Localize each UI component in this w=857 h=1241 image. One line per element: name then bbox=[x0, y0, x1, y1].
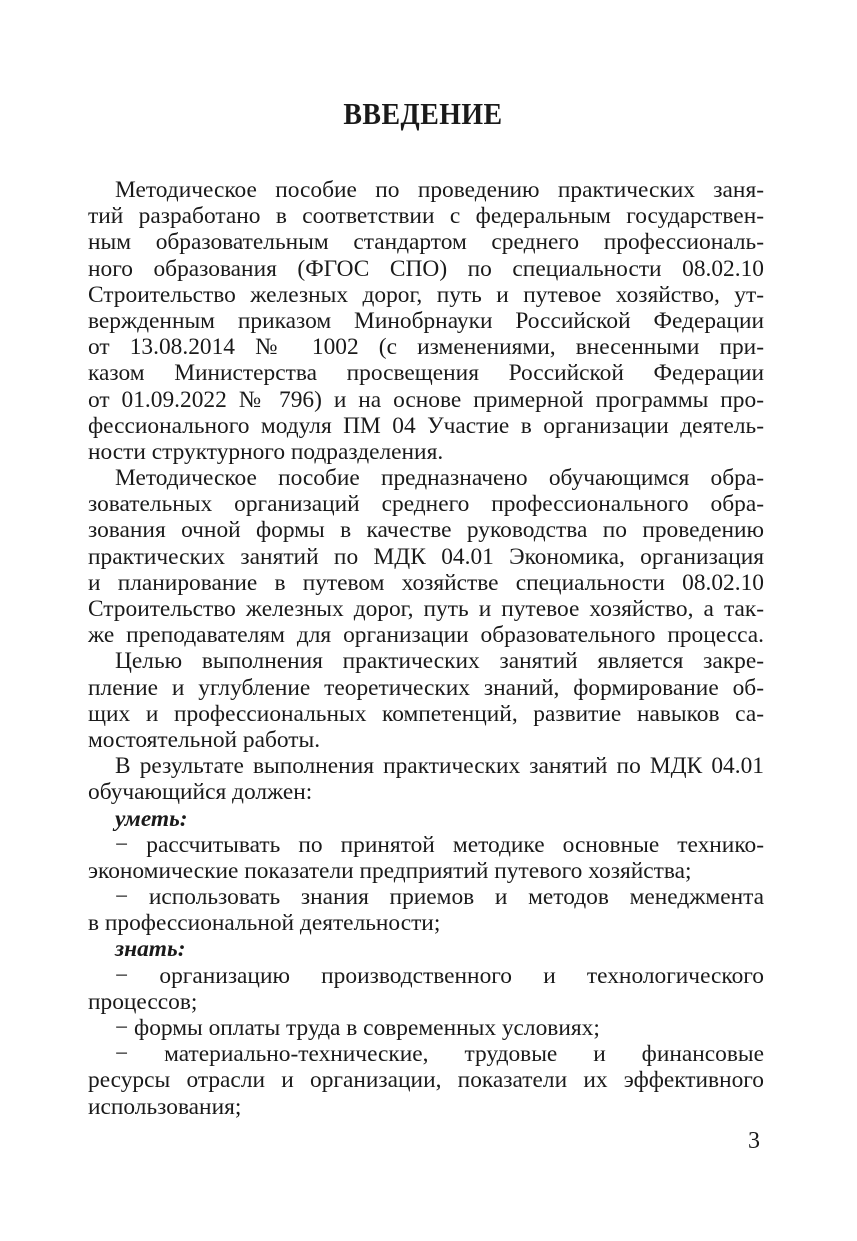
text-line: − организацию производственного и технологического bbox=[115, 962, 764, 989]
page-number: 3 bbox=[748, 1128, 760, 1154]
text-line: − формы оплаты труда в современных условиях; bbox=[115, 1015, 600, 1041]
text-line: Методическое пособие по проведению практических заня- bbox=[115, 177, 764, 203]
section-label: знать: bbox=[115, 936, 186, 963]
text-line: от 01.09.2022 № 796) и на основе примерной программы про- bbox=[88, 386, 764, 413]
text-line: фессионального модуля ПМ 04 Участие в организации деятель- bbox=[88, 412, 764, 439]
text-line: зовательных организаций среднего профессионального обра- bbox=[88, 491, 764, 518]
text-line: ным образовательным стандартом среднего профессиональ- bbox=[88, 229, 764, 256]
text-line: процессов; bbox=[88, 988, 198, 1015]
text-line: обучающийся должен: bbox=[88, 779, 313, 806]
text-line: мостоятельной работы. bbox=[88, 726, 321, 753]
text-line: Строительство железных дорог, путь и путевое хозяйство, а так- bbox=[88, 596, 764, 622]
text-line: ности структурного подразделения. bbox=[88, 438, 444, 465]
text-line: использования; bbox=[88, 1093, 242, 1120]
text-line: же преподавателям для организации образовательного процесса. bbox=[88, 622, 764, 649]
text-line: Методическое пособие предназначено обучающимся обра- bbox=[115, 465, 764, 492]
text-line: тий разработано в соответствии с федеральным государствен- bbox=[88, 203, 764, 230]
text-line: Целью выполнения практических занятий является закре- bbox=[115, 648, 764, 675]
text-line: зования очной формы в качестве руководства по проведению bbox=[88, 517, 764, 544]
text-line: и планирование в путевом хозяйстве специальности 08.02.10 bbox=[88, 569, 764, 596]
text-line: в профессиональной деятельности; bbox=[88, 910, 441, 937]
text-line: щих и профессиональных компетенций, развитие навыков са- bbox=[88, 700, 764, 727]
body-text bbox=[88, 177, 764, 1120]
text-line: практических занятий по МДК 04.01 Экономика, организация bbox=[88, 543, 764, 570]
text-line: вержденным приказом Минобрнауки Российской Федерации bbox=[88, 307, 764, 334]
section-label: уметь: bbox=[115, 805, 188, 832]
text-line: экономические показатели предприятий путевого хозяйства; bbox=[88, 857, 692, 884]
text-line: ного образования (ФГОС СПО) по специальности 08.02.10 bbox=[88, 255, 764, 282]
text-line: − рассчитывать по принятой методике основные технико- bbox=[115, 831, 764, 858]
text-line: В результате выполнения практических занятий по МДК 04.01 bbox=[115, 753, 764, 780]
text-line: − материально-технические, трудовые и финансовые bbox=[115, 1041, 764, 1068]
text-line: ресурсы отрасли и организации, показатели их эффективного bbox=[88, 1067, 764, 1094]
text-line: казом Министерства просвещения Российской Федерации bbox=[88, 360, 764, 387]
text-line: − использовать знания приемов и методов менеджмента bbox=[115, 884, 764, 911]
text-line: пление и углубление теоретических знаний, формирование об- bbox=[88, 674, 764, 701]
text-line: Строительство железных дорог, путь и путевое хозяйство, ут- bbox=[88, 281, 764, 308]
text-line: от 13.08.2014 № 1002 (с изменениями, внесенными при- bbox=[88, 334, 764, 361]
page-title: ВВЕДЕНИЕ bbox=[343, 96, 503, 131]
